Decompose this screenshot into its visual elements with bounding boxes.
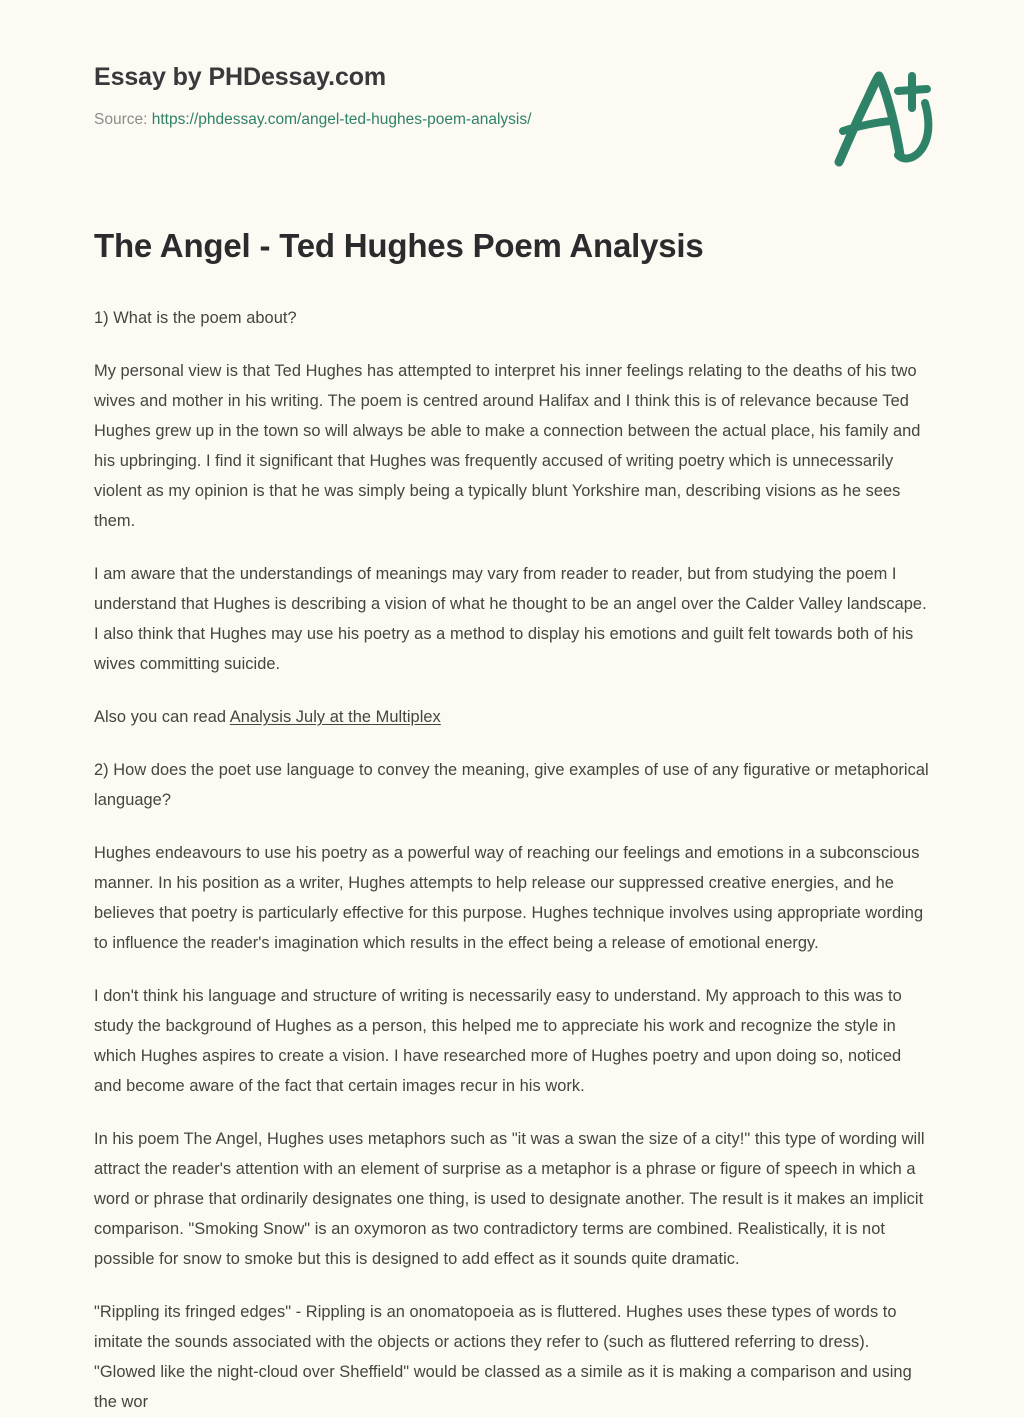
- paragraph-4: Hughes endeavours to use his poetry as a powerful way of reaching our feelings and emotions in a subconscious manner. In his position as a writer, Hughes attempts to help release our suppressed creative energies, and he believes that poetry is particularly effective for this purpose. Hughes technique involves using appropriate wording to influence the reader's imagination which results in the effect being a release of emotional energy.: [94, 844, 924, 953]
- paragraph-1: My personal view is that Ted Hughes has attempted to interpret his inner feelings relating to the deaths of his two wives and mother in his writing. The poem is centred around Halifax and I think this is of relevance because Ted Hughes grew up in the town so will always be able to make a connection between the actual place, his family and his upbringing. I find it significant that Hughes was frequently accused of writing poetry which is unnecessarily violent as my opinion is that he was simply being a typically blunt Yorkshire man, describing visions as he sees them.: [94, 362, 921, 531]
- paragraph-6: In his poem The Angel, Hughes uses metaphors such as "it was a swan the size of a city!" this type of wording will attract the reader's attention with an element of surprise as a metaphor is a phrase or figure of speech in which a word or phrase that ordinarily designates one thing, is used to designate another. The result is it makes an implicit comparison. "Smoking Snow" is an oxymoron as two contradictory terms are combined. Realistically, it is not possible for snow to smoke but this is designed to add effect as it sounds quite dramatic.: [94, 1130, 925, 1269]
- source-url-link[interactable]: https://phdessay.com/angel-ted-hughes-poem-analysis/: [151, 111, 532, 128]
- related-article-link[interactable]: Analysis July at the Multiplex: [229, 708, 441, 727]
- question-2: 2) How does the poet use language to convey the meaning, give examples of use of any figurative or metaphorical language?: [94, 761, 929, 810]
- paragraph-7-truncated: "Rippling its fringed edges" - Rippling is an onomatopoeia as is fluttered. Hughes uses these types of words to imitate the sounds associated with the objects or actions they refer to (such as fluttered referring to dress). "Glowed like the night-cloud over Sheffield" would be classed as a simile as it is making a comparison and using the wor: [94, 1303, 912, 1412]
- paragraph-2: I am aware that the understandings of meanings may vary from reader to reader, but from studying the poem I understand that Hughes is describing a vision of what he thought to be an angel over the Calder Valley landscape. I also think that Hughes may use his poetry as a method to display his emotions and guilt felt towards both of his wives committing suicide.: [94, 565, 927, 674]
- essay-body: [0, 303, 1024, 1417]
- page-header: [0, 0, 1024, 186]
- question-1: 1) What is the poem about?: [94, 309, 297, 328]
- aplus-logo-icon: [826, 62, 946, 172]
- also-read-prefix: Also you can read: [94, 708, 230, 727]
- paragraph-5: I don't think his language and structure of writing is necessarily easy to understand. My approach to this was to study the background of Hughes as a person, this helped me to appreciate his work and recognize the style in which Hughes aspires to create a vision. I have researched more of Hughes poetry and upon doing so, noticed and become aware of the fact that certain images recur in his work.: [94, 987, 902, 1096]
- source-line: [94, 110, 930, 130]
- page-title: The Angel - Ted Hughes Poem Analysis: [94, 227, 704, 264]
- brand-title: Essay by PHDessay.com: [94, 63, 387, 91]
- source-label: Source:: [94, 111, 148, 128]
- also-read-line: [94, 702, 930, 732]
